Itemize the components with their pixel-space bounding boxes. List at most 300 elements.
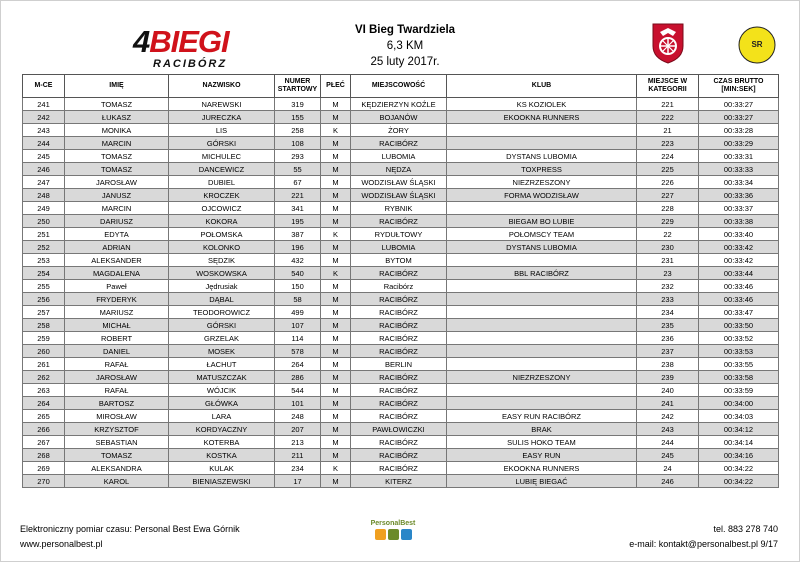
table-cell: K	[321, 462, 351, 475]
logo-text	[133, 25, 229, 59]
table-cell: RACIBÓRZ	[351, 345, 447, 358]
table-cell: KOKORA	[169, 215, 275, 228]
table-cell: 232	[637, 280, 699, 293]
table-cell: 248	[275, 410, 321, 423]
table-row	[23, 202, 779, 215]
event-title: VI Bieg Twardziela	[354, 24, 456, 36]
table-cell: 211	[275, 449, 321, 462]
table-cell: FRYDERYK	[65, 293, 169, 306]
4biegi-logo	[133, 25, 273, 73]
table-cell: WÓJCIK	[169, 384, 275, 397]
table-cell: MATUSZCZAK	[169, 371, 275, 384]
table-cell: Racibórz	[351, 280, 447, 293]
table-cell: 269	[23, 462, 65, 475]
table-cell: LARA	[169, 410, 275, 423]
table-cell	[447, 384, 637, 397]
table-row	[23, 475, 779, 488]
table-cell: 150	[275, 280, 321, 293]
table-cell: RACIBÓRZ	[351, 384, 447, 397]
table-cell: 00:34:00	[699, 397, 779, 410]
table-cell: 265	[23, 410, 65, 423]
table-cell: 00:33:55	[699, 358, 779, 371]
table-cell: 293	[275, 150, 321, 163]
table-cell: NAREWSKI	[169, 98, 275, 111]
table-cell: 499	[275, 306, 321, 319]
table-cell: GRZELAK	[169, 332, 275, 345]
table-cell: KAROL	[65, 475, 169, 488]
table-cell: 00:33:47	[699, 306, 779, 319]
table-cell: 00:34:12	[699, 423, 779, 436]
table-cell: BARTOSZ	[65, 397, 169, 410]
table-cell: M	[321, 423, 351, 436]
table-cell: RAFAŁ	[65, 358, 169, 371]
table-row	[23, 436, 779, 449]
table-cell: NĘDZA	[351, 163, 447, 176]
column-header: MIEJSCOWOŚĆ	[351, 75, 447, 98]
table-row	[23, 384, 779, 397]
table-cell: POŁOMSKA	[169, 228, 275, 241]
table-cell: 244	[23, 137, 65, 150]
table-cell: RACIBÓRZ	[351, 319, 447, 332]
table-cell	[447, 202, 637, 215]
table-cell: GÓRSKI	[169, 319, 275, 332]
table-cell: 241	[637, 397, 699, 410]
table-cell: M	[321, 280, 351, 293]
table-cell: 262	[23, 371, 65, 384]
table-cell	[447, 345, 637, 358]
table-cell: RACIBÓRZ	[351, 436, 447, 449]
table-cell: DANIEL	[65, 345, 169, 358]
table-cell: 58	[275, 293, 321, 306]
table-cell: 247	[23, 176, 65, 189]
table-cell: M	[321, 371, 351, 384]
table-cell: GŁÓWKA	[169, 397, 275, 410]
footer-right	[629, 522, 778, 552]
table-cell: 248	[23, 189, 65, 202]
table-cell: RACIBÓRZ	[351, 215, 447, 228]
table-cell: BIENIASZEWSKI	[169, 475, 275, 488]
table-cell: DARIUSZ	[65, 215, 169, 228]
table-cell: EKOOKNA RUNNERS	[447, 111, 637, 124]
table-cell: 230	[637, 241, 699, 254]
table-row	[23, 345, 779, 358]
table-cell: 257	[23, 306, 65, 319]
table-cell	[447, 332, 637, 345]
table-cell: BYTOM	[351, 254, 447, 267]
table-cell: 00:33:59	[699, 384, 779, 397]
table-cell: 432	[275, 254, 321, 267]
table-cell: FORMA WODZISŁAW	[447, 189, 637, 202]
table-row	[23, 124, 779, 137]
table-cell: 00:34:22	[699, 462, 779, 475]
table-cell: NIEZRZESZONY	[447, 371, 637, 384]
table-cell: K	[321, 124, 351, 137]
table-cell: 222	[637, 111, 699, 124]
table-cell: 263	[23, 384, 65, 397]
table-cell: 544	[275, 384, 321, 397]
table-cell: RYBNIK	[351, 202, 447, 215]
circle-logo-text: SR	[751, 40, 763, 49]
table-cell: 270	[23, 475, 65, 488]
table-cell: JAROSŁAW	[65, 176, 169, 189]
table-cell: KORDYACZNY	[169, 423, 275, 436]
table-cell: 108	[275, 137, 321, 150]
table-cell: M	[321, 254, 351, 267]
table-cell: ŻORY	[351, 124, 447, 137]
table-cell: OJCOWICZ	[169, 202, 275, 215]
sr-circle-logo	[738, 26, 776, 64]
event-distance: 6,3 KM	[386, 40, 424, 52]
table-cell: 21	[637, 124, 699, 137]
table-cell: TOMASZ	[65, 98, 169, 111]
table-cell: Jędrusiak	[169, 280, 275, 293]
table-cell: 23	[637, 267, 699, 280]
table-cell: 00:33:29	[699, 137, 779, 150]
table-cell: 225	[637, 163, 699, 176]
table-cell: MICHULEC	[169, 150, 275, 163]
table-cell: EASY RUN RACIBÓRZ	[447, 410, 637, 423]
results-table	[22, 74, 779, 488]
table-cell: M	[321, 319, 351, 332]
table-cell: 255	[23, 280, 65, 293]
table-cell: 00:33:53	[699, 345, 779, 358]
table-cell: DYSTANS LUBOMIA	[447, 241, 637, 254]
table-cell: 221	[637, 98, 699, 111]
table-cell: M	[321, 241, 351, 254]
table-cell: 231	[637, 254, 699, 267]
table-cell: 228	[637, 202, 699, 215]
table-cell: M	[321, 189, 351, 202]
table-row	[23, 163, 779, 176]
table-cell: 223	[637, 137, 699, 150]
table-cell: 229	[637, 215, 699, 228]
table-cell: 233	[637, 293, 699, 306]
table-cell: M	[321, 345, 351, 358]
table-cell: K	[321, 228, 351, 241]
table-cell: ŁACHUT	[169, 358, 275, 371]
table-cell: 00:33:37	[699, 202, 779, 215]
table-cell: M	[321, 137, 351, 150]
table-body	[23, 98, 779, 488]
table-cell	[447, 293, 637, 306]
table-cell: LUBOMIA	[351, 150, 447, 163]
run-icon	[401, 529, 412, 540]
table-cell: EASY RUN	[447, 449, 637, 462]
table-cell: 00:33:44	[699, 267, 779, 280]
table-cell: KROCZEK	[169, 189, 275, 202]
table-cell: 00:34:03	[699, 410, 779, 423]
table-cell: 250	[23, 215, 65, 228]
table-cell: M	[321, 111, 351, 124]
table-cell	[447, 137, 637, 150]
table-cell: M	[321, 163, 351, 176]
table-cell: 540	[275, 267, 321, 280]
table-cell: RACIBÓRZ	[351, 332, 447, 345]
table-cell: 00:34:16	[699, 449, 779, 462]
table-row	[23, 410, 779, 423]
column-header: CZAS BRUTTO [MIN:SEK]	[699, 75, 779, 98]
table-cell: 241	[23, 98, 65, 111]
table-cell: 256	[23, 293, 65, 306]
table-cell: 00:33:27	[699, 111, 779, 124]
table-cell: 254	[23, 267, 65, 280]
table-row	[23, 254, 779, 267]
table-cell: MOSEK	[169, 345, 275, 358]
table-cell: 55	[275, 163, 321, 176]
table-cell: 249	[23, 202, 65, 215]
table-cell: 00:33:52	[699, 332, 779, 345]
table-row	[23, 306, 779, 319]
table-row	[23, 358, 779, 371]
table-cell: 00:33:42	[699, 241, 779, 254]
table-cell: RACIBÓRZ	[351, 306, 447, 319]
table-cell: 00:33:50	[699, 319, 779, 332]
event-date: 25 luty 2017r.	[370, 56, 440, 68]
table-row	[23, 215, 779, 228]
logo-subtitle: RACIBÓRZ	[153, 58, 228, 70]
table-cell: MARCIN	[65, 202, 169, 215]
logo-word: BIEGI	[149, 24, 229, 59]
table-cell: RACIBÓRZ	[351, 293, 447, 306]
table-cell: WODZISŁAW ŚLĄSKI	[351, 189, 447, 202]
table-cell: DĄBAL	[169, 293, 275, 306]
table-cell: 245	[23, 150, 65, 163]
table-row	[23, 449, 779, 462]
table-cell: BERLIN	[351, 358, 447, 371]
table-cell: 238	[637, 358, 699, 371]
table-cell: 267	[23, 436, 65, 449]
table-row	[23, 397, 779, 410]
table-cell: BBL RACIBÓRZ	[447, 267, 637, 280]
table-cell: MARIUSZ	[65, 306, 169, 319]
table-cell	[447, 254, 637, 267]
table-cell: 243	[23, 124, 65, 137]
table-cell: 234	[637, 306, 699, 319]
table-cell: ALEKSANDRA	[65, 462, 169, 475]
table-row	[23, 462, 779, 475]
table-cell: 00:34:14	[699, 436, 779, 449]
table-cell: 00:33:58	[699, 371, 779, 384]
table-cell: 264	[23, 397, 65, 410]
table-cell: KULAK	[169, 462, 275, 475]
table-cell: M	[321, 358, 351, 371]
table-cell: 242	[637, 410, 699, 423]
table-cell: ALEKSANDER	[65, 254, 169, 267]
table-cell: 00:33:42	[699, 254, 779, 267]
footer-left	[20, 522, 240, 552]
table-cell: M	[321, 475, 351, 488]
table-cell: 00:33:46	[699, 280, 779, 293]
table-cell: 252	[23, 241, 65, 254]
table-row	[23, 150, 779, 163]
table-row	[23, 228, 779, 241]
table-cell: EKOOKNA RUNNERS	[447, 462, 637, 475]
table-cell: 221	[275, 189, 321, 202]
table-cell: 341	[275, 202, 321, 215]
table-cell: 261	[23, 358, 65, 371]
table-cell: ADRIAN	[65, 241, 169, 254]
table-row	[23, 111, 779, 124]
table-cell: M	[321, 202, 351, 215]
table-cell: 207	[275, 423, 321, 436]
table-cell: WODZISŁAW ŚLĄSKI	[351, 176, 447, 189]
table-cell: SULIS HOKO TEAM	[447, 436, 637, 449]
table-cell: BRAK	[447, 423, 637, 436]
table-cell: 234	[275, 462, 321, 475]
table-cell: M	[321, 215, 351, 228]
column-header: IMIĘ	[65, 75, 169, 98]
table-cell: MARCIN	[65, 137, 169, 150]
table-cell: 00:33:38	[699, 215, 779, 228]
table-cell: 236	[637, 332, 699, 345]
table-cell: 239	[637, 371, 699, 384]
table-cell: GÓRSKI	[169, 137, 275, 150]
bike-icon	[388, 529, 399, 540]
table-cell: 258	[23, 319, 65, 332]
table-cell: 286	[275, 371, 321, 384]
table-cell: RYDUŁTOWY	[351, 228, 447, 241]
table-cell: TOXPRESS	[447, 163, 637, 176]
table-cell: DUBIEL	[169, 176, 275, 189]
table-cell: 00:33:33	[699, 163, 779, 176]
table-cell: 00:33:28	[699, 124, 779, 137]
table-cell: RACIBÓRZ	[351, 137, 447, 150]
column-header: KLUB	[447, 75, 637, 98]
table-cell: RACIBÓRZ	[351, 267, 447, 280]
table-cell: JURECZKA	[169, 111, 275, 124]
table-cell: 24	[637, 462, 699, 475]
table-cell: 226	[637, 176, 699, 189]
table-cell: KRZYSZTOF	[65, 423, 169, 436]
table-row	[23, 241, 779, 254]
column-header: NAZWISKO	[169, 75, 275, 98]
column-header: PŁEĆ	[321, 75, 351, 98]
city-crest-icon	[651, 22, 685, 64]
personalbest-logo-text: PersonalBest	[370, 520, 416, 527]
table-cell: KOLONKO	[169, 241, 275, 254]
table-cell: RACIBÓRZ	[351, 397, 447, 410]
table-cell: MICHAŁ	[65, 319, 169, 332]
table-cell: SEBASTIAN	[65, 436, 169, 449]
table-cell	[447, 280, 637, 293]
table-cell: 114	[275, 332, 321, 345]
table-cell: 22	[637, 228, 699, 241]
column-header: NUMER STARTOWY	[275, 75, 321, 98]
table-cell: 266	[23, 423, 65, 436]
table-cell: KS KOZIOLEK	[447, 98, 637, 111]
table-cell: 195	[275, 215, 321, 228]
table-cell: 244	[637, 436, 699, 449]
table-cell: 245	[637, 449, 699, 462]
table-cell: KOTERBA	[169, 436, 275, 449]
table-cell: MIROSŁAW	[65, 410, 169, 423]
table-cell: JAROSŁAW	[65, 371, 169, 384]
table-cell: LUBIĘ BIEGAĆ	[447, 475, 637, 488]
table-row	[23, 332, 779, 345]
table-row	[23, 319, 779, 332]
table-cell: 00:33:27	[699, 98, 779, 111]
table-cell: M	[321, 449, 351, 462]
table-cell: ROBERT	[65, 332, 169, 345]
table-cell: M	[321, 306, 351, 319]
table-cell	[447, 124, 637, 137]
table-row	[23, 137, 779, 150]
table-cell: M	[321, 176, 351, 189]
table-cell: RACIBÓRZ	[351, 462, 447, 475]
table-cell: M	[321, 293, 351, 306]
table-cell: DANCEWICZ	[169, 163, 275, 176]
table-cell: 237	[637, 345, 699, 358]
table-cell: TOMASZ	[65, 150, 169, 163]
table-cell: TEODOROWICZ	[169, 306, 275, 319]
personalbest-logo	[368, 520, 418, 550]
table-cell: DYSTANS LUBOMIA	[447, 150, 637, 163]
table-cell: 264	[275, 358, 321, 371]
table-cell: 17	[275, 475, 321, 488]
table-cell	[447, 358, 637, 371]
table-cell: 268	[23, 449, 65, 462]
table-cell: KOSTKA	[169, 449, 275, 462]
table-header	[23, 75, 779, 98]
table-cell: Paweł	[65, 280, 169, 293]
swim-icon	[375, 529, 386, 540]
table-cell: 107	[275, 319, 321, 332]
table-cell	[447, 319, 637, 332]
table-cell: RACIBÓRZ	[351, 371, 447, 384]
table-cell: SĘDZIK	[169, 254, 275, 267]
table-row	[23, 176, 779, 189]
table-cell: 00:34:22	[699, 475, 779, 488]
table-cell: 387	[275, 228, 321, 241]
table-cell: WOSKOWSKA	[169, 267, 275, 280]
logo-number: 4	[133, 24, 150, 59]
contact-email-page[interactable]: e-mail: kontakt@personalbest.pl 9/17	[629, 539, 778, 549]
table-cell: K	[321, 267, 351, 280]
table-cell: 101	[275, 397, 321, 410]
table-cell: 224	[637, 150, 699, 163]
table-cell: MONIKA	[65, 124, 169, 137]
table-cell: M	[321, 397, 351, 410]
table-cell: 243	[637, 423, 699, 436]
table-cell: M	[321, 332, 351, 345]
table-cell: TOMASZ	[65, 163, 169, 176]
table-cell	[447, 397, 637, 410]
table-cell: BOJANÓW	[351, 111, 447, 124]
table-cell: 246	[23, 163, 65, 176]
table-cell: 213	[275, 436, 321, 449]
table-cell: BIEGAM BO LUBIE	[447, 215, 637, 228]
table-cell: POŁOMSCY TEAM	[447, 228, 637, 241]
website-link[interactable]: www.personalbest.pl	[20, 539, 103, 549]
table-cell: EDYTA	[65, 228, 169, 241]
table-cell: 227	[637, 189, 699, 202]
table-cell: TOMASZ	[65, 449, 169, 462]
table-cell: JANUSZ	[65, 189, 169, 202]
table-cell: 246	[637, 475, 699, 488]
table-cell: 00:33:36	[699, 189, 779, 202]
table-cell: 319	[275, 98, 321, 111]
table-cell: 67	[275, 176, 321, 189]
table-cell: PAWŁOWICZKI	[351, 423, 447, 436]
table-cell: 242	[23, 111, 65, 124]
table-cell: M	[321, 98, 351, 111]
table-cell: 196	[275, 241, 321, 254]
table-row	[23, 371, 779, 384]
table-cell: M	[321, 436, 351, 449]
table-cell: NIEZRZESZONY	[447, 176, 637, 189]
table-row	[23, 293, 779, 306]
table-cell: 578	[275, 345, 321, 358]
